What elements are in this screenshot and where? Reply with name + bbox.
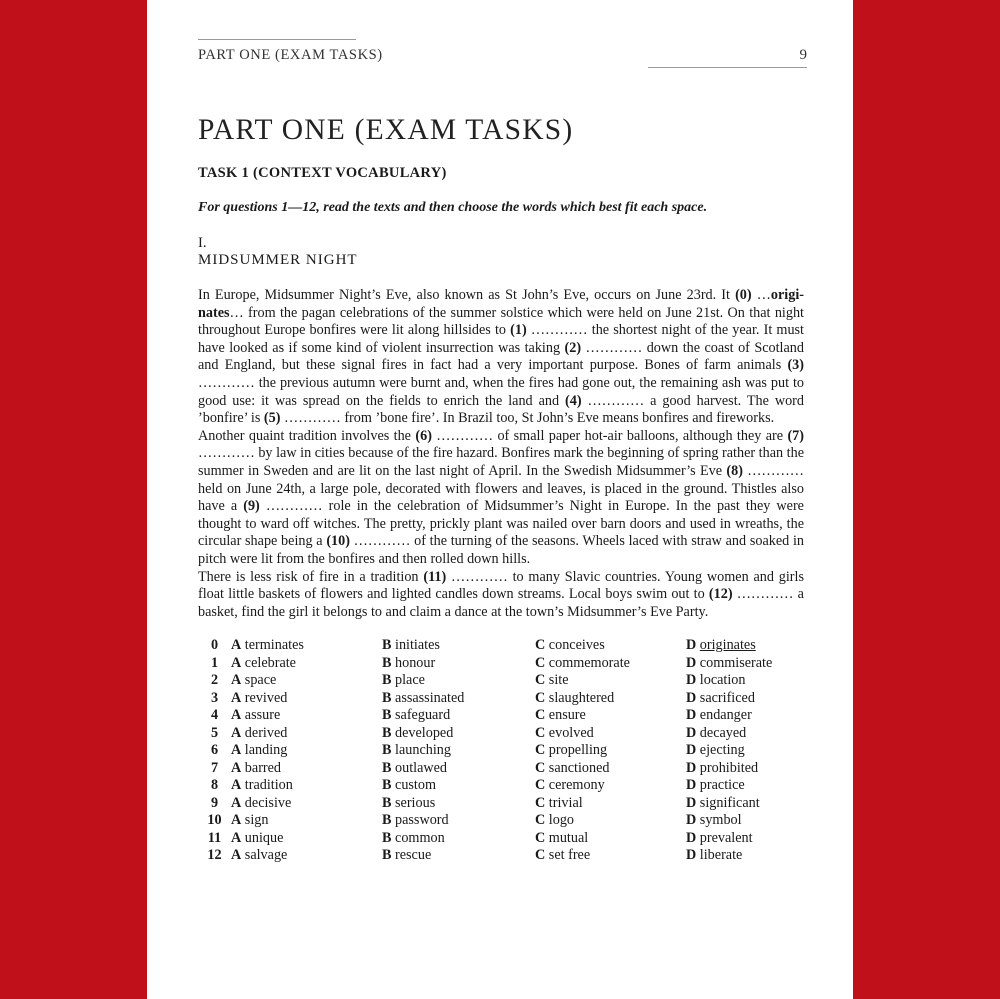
running-head: PART ONE (EXAM TASKS) bbox=[198, 47, 383, 63]
option-word: decisive bbox=[244, 794, 292, 811]
option-c bbox=[535, 655, 686, 673]
option-letter: A bbox=[231, 777, 242, 793]
passage-text: There is less risk of fire in a tradition bbox=[198, 568, 424, 585]
gap-number: (1) bbox=[510, 322, 527, 339]
example-answer: originates bbox=[198, 287, 805, 321]
option-a bbox=[231, 655, 382, 673]
option-a bbox=[231, 760, 382, 778]
option-word: evolved bbox=[548, 724, 594, 741]
gap-number: (7) bbox=[787, 427, 804, 444]
option-d bbox=[686, 655, 818, 673]
passage-text: … bbox=[751, 287, 771, 303]
passage-text: ………… to many Slavic countries. Young women and girls float little baskets of flowers and lighted candles down streams. Local boys swim out to bbox=[198, 568, 804, 603]
option-letter: B bbox=[382, 742, 392, 758]
option-d bbox=[686, 690, 818, 708]
option-c bbox=[535, 795, 686, 813]
passage-text: ………… role in the celebration of Midsummer’s Night in Europe. In the past they were thought to ward off witches. The pretty, prickly plant was nailed over barn doors and used in wreaths, the circular shape being a bbox=[198, 498, 804, 550]
option-word: location bbox=[699, 672, 746, 688]
option-word: terminates bbox=[244, 637, 304, 653]
option-row bbox=[198, 637, 818, 655]
option-letter: C bbox=[535, 724, 546, 741]
option-letter: C bbox=[535, 794, 546, 811]
question-number: 0 bbox=[210, 637, 219, 653]
option-word: derived bbox=[244, 724, 288, 741]
question-number: 6 bbox=[210, 742, 219, 758]
gap-number: (6) bbox=[415, 427, 432, 444]
gap-number: (12) bbox=[708, 586, 733, 603]
option-c bbox=[535, 777, 686, 795]
option-letter: D bbox=[686, 637, 697, 653]
gap-number: (3) bbox=[787, 357, 804, 374]
option-row bbox=[198, 742, 818, 760]
option-letter: B bbox=[382, 794, 392, 811]
option-word: set free bbox=[548, 847, 591, 863]
option-letter: D bbox=[686, 742, 697, 758]
passage-text: ………… the previous autumn were burnt and, when the fires had gone out, the remaining ash was put to good use: it was spread on the fields to enrich the land and bbox=[198, 374, 804, 409]
question-number: 7 bbox=[210, 759, 219, 776]
header-rule-left bbox=[198, 39, 356, 40]
option-d bbox=[686, 760, 818, 778]
option-letter: A bbox=[231, 847, 242, 863]
option-letter: B bbox=[382, 759, 392, 776]
option-word: tradition bbox=[244, 777, 293, 793]
option-letter: D bbox=[686, 707, 697, 723]
option-a bbox=[231, 777, 382, 795]
question-number: 4 bbox=[210, 707, 219, 723]
passage-text: ………… down the coast of Scotland and England, but these signal fires in fact had a very important purpose. Bones of farm animals bbox=[198, 339, 804, 374]
option-letter: A bbox=[231, 829, 242, 846]
text-number: I. bbox=[198, 235, 207, 251]
option-word: ensure bbox=[548, 707, 586, 723]
option-word: ceremony bbox=[548, 777, 605, 793]
option-row bbox=[198, 655, 818, 673]
question-number: 8 bbox=[210, 777, 219, 793]
option-row bbox=[198, 707, 818, 725]
option-word: decayed bbox=[699, 724, 747, 741]
option-c bbox=[535, 847, 686, 865]
option-d bbox=[686, 637, 818, 655]
option-letter: B bbox=[382, 777, 392, 793]
gap-number: (10) bbox=[326, 533, 350, 550]
option-word: rescue bbox=[395, 847, 432, 863]
option-word: significant bbox=[699, 794, 760, 811]
option-c bbox=[535, 742, 686, 760]
option-c bbox=[535, 812, 686, 830]
page-title: PART ONE (EXAM TASKS) bbox=[198, 114, 574, 146]
option-word: outlawed bbox=[395, 759, 448, 776]
option-word: commemorate bbox=[548, 654, 630, 671]
option-letter: A bbox=[231, 742, 242, 758]
option-word: honour bbox=[395, 654, 436, 671]
gap-number: (8) bbox=[726, 462, 743, 479]
option-word: conceives bbox=[548, 637, 605, 653]
option-letter: B bbox=[382, 637, 392, 653]
option-word: prevalent bbox=[699, 829, 753, 846]
option-word: place bbox=[395, 672, 425, 688]
option-b bbox=[382, 742, 535, 760]
option-word: custom bbox=[395, 777, 436, 793]
option-c bbox=[535, 637, 686, 655]
option-letter: A bbox=[231, 759, 242, 776]
option-letter: C bbox=[535, 759, 546, 776]
option-b bbox=[382, 655, 535, 673]
option-letter: C bbox=[535, 812, 546, 828]
option-letter: D bbox=[686, 654, 697, 671]
option-word: sacrificed bbox=[699, 689, 755, 706]
option-letter: D bbox=[686, 777, 697, 793]
option-letter: D bbox=[686, 759, 697, 776]
options-body bbox=[198, 637, 818, 865]
option-a bbox=[231, 847, 382, 865]
passage-text: ………… the shortest night of the year. It must have looked as if some kind of violent insurrection was taking bbox=[198, 322, 805, 356]
option-letter: A bbox=[231, 689, 242, 706]
option-word: logo bbox=[548, 812, 575, 828]
passage-text: … from the pagan celebrations of the summer solstice which were held on June 21st. On that night throughout Europe bonfires were lit along hillsides to bbox=[198, 304, 804, 339]
option-letter: C bbox=[535, 654, 546, 671]
page-number: 9 bbox=[799, 47, 807, 63]
option-a bbox=[231, 637, 382, 655]
option-word: initiates bbox=[395, 637, 440, 653]
option-letter: B bbox=[382, 689, 392, 706]
option-word: assure bbox=[244, 707, 281, 723]
option-d bbox=[686, 777, 818, 795]
option-a bbox=[231, 812, 382, 830]
option-word: commiserate bbox=[699, 654, 773, 671]
option-letter: D bbox=[686, 689, 697, 706]
option-a bbox=[231, 690, 382, 708]
passage bbox=[198, 287, 804, 621]
option-row bbox=[198, 690, 818, 708]
option-b bbox=[382, 707, 535, 725]
option-c bbox=[535, 690, 686, 708]
option-b bbox=[382, 672, 535, 690]
option-a bbox=[231, 725, 382, 743]
option-letter: C bbox=[535, 689, 546, 706]
option-word: revived bbox=[244, 689, 288, 706]
option-letter: B bbox=[382, 812, 392, 828]
option-letter: A bbox=[231, 707, 242, 723]
passage-text: ………… a basket, find the girl it belongs to and claim a dance at the town’s Midsummer’s Eve Party. bbox=[198, 586, 804, 620]
option-word: celebrate bbox=[244, 654, 296, 671]
option-word: password bbox=[395, 812, 449, 828]
gap-number: (11) bbox=[423, 568, 447, 585]
question-number: 11 bbox=[207, 829, 222, 846]
option-word: serious bbox=[395, 794, 436, 811]
header-rule-right bbox=[648, 67, 807, 68]
option-word: endanger bbox=[699, 707, 752, 723]
option-row bbox=[198, 725, 818, 743]
option-d bbox=[686, 847, 818, 865]
option-word: mutual bbox=[548, 829, 589, 846]
option-word: symbol bbox=[699, 812, 742, 828]
option-d bbox=[686, 830, 818, 848]
option-letter: B bbox=[382, 829, 392, 846]
option-letter: C bbox=[535, 777, 546, 793]
option-word: assassinated bbox=[395, 689, 465, 706]
passage-text: In Europe, Midsummer Night’s Eve, also known as St John’s Eve, occurs on June 23rd. It bbox=[198, 287, 736, 303]
option-letter: D bbox=[686, 847, 697, 863]
page bbox=[147, 0, 853, 999]
option-d bbox=[686, 707, 818, 725]
option-row bbox=[198, 847, 818, 865]
gap-number: (9) bbox=[243, 498, 260, 515]
option-b bbox=[382, 690, 535, 708]
option-word: landing bbox=[244, 742, 288, 758]
option-letter: A bbox=[231, 637, 242, 653]
option-word: safeguard bbox=[395, 707, 451, 723]
passage-text: Another quaint tradition involves the bbox=[198, 427, 416, 444]
option-a bbox=[231, 795, 382, 813]
option-c bbox=[535, 760, 686, 778]
passage-text: ………… of small paper hot-air balloons, although they are bbox=[431, 427, 788, 444]
option-c bbox=[535, 830, 686, 848]
option-b bbox=[382, 830, 535, 848]
question-number: 12 bbox=[207, 847, 222, 863]
option-letter: B bbox=[382, 672, 392, 688]
option-word: slaughtered bbox=[548, 689, 615, 706]
option-a bbox=[231, 707, 382, 725]
option-word: trivial bbox=[548, 794, 583, 811]
option-a bbox=[231, 830, 382, 848]
task-instruction: For questions 1—12, read the texts and then choose the words which best fit each space. bbox=[198, 200, 708, 215]
option-row bbox=[198, 830, 818, 848]
option-b bbox=[382, 725, 535, 743]
option-d bbox=[686, 725, 818, 743]
option-word: common bbox=[395, 829, 445, 846]
question-number: 5 bbox=[210, 724, 219, 741]
options-table bbox=[198, 637, 818, 865]
option-letter: B bbox=[382, 724, 392, 741]
option-word: sign bbox=[244, 812, 269, 828]
option-word: launching bbox=[395, 742, 451, 758]
option-word: originates bbox=[699, 637, 756, 653]
option-b bbox=[382, 795, 535, 813]
question-number: 3 bbox=[210, 689, 219, 706]
passage-text: ………… by law in cities because of the fire hazard. Bonfires mark the beginning of spring rather than the summer in Sweden and are lit on the last night of April. In the Swedish Midsummer’s Eve bbox=[198, 445, 804, 479]
question-number: 1 bbox=[210, 654, 219, 671]
passage-text: ………… held on June 24th, a large pole, decorated with flowers and leaves, is placed in the ground. Thistles also have a bbox=[198, 462, 804, 515]
passage-text: ………… from ’bone fire’. In Brazil too, St John’s Eve means bonfires and fireworks. bbox=[280, 410, 775, 427]
option-word: practice bbox=[699, 777, 745, 793]
question-number: 10 bbox=[207, 812, 222, 828]
option-word: sanctioned bbox=[548, 759, 610, 776]
option-letter: A bbox=[231, 794, 242, 811]
option-letter: A bbox=[231, 812, 242, 828]
option-word: liberate bbox=[699, 847, 743, 863]
option-letter: A bbox=[231, 654, 242, 671]
option-letter: B bbox=[382, 707, 392, 723]
option-word: propelling bbox=[548, 742, 608, 758]
option-d bbox=[686, 672, 818, 690]
option-letter: A bbox=[231, 724, 242, 741]
text-title: MIDSUMMER NIGHT bbox=[198, 252, 358, 268]
option-c bbox=[535, 707, 686, 725]
option-letter: C bbox=[535, 672, 546, 688]
option-b bbox=[382, 812, 535, 830]
option-b bbox=[382, 847, 535, 865]
option-letter: D bbox=[686, 794, 697, 811]
question-number: 2 bbox=[210, 672, 219, 688]
option-d bbox=[686, 795, 818, 813]
option-letter: D bbox=[686, 724, 697, 741]
option-row bbox=[198, 812, 818, 830]
option-word: developed bbox=[395, 724, 454, 741]
option-d bbox=[686, 742, 818, 760]
gap-number: (2) bbox=[564, 339, 582, 356]
option-letter: A bbox=[231, 672, 242, 688]
option-letter: D bbox=[686, 672, 697, 688]
option-letter: C bbox=[535, 637, 546, 653]
task-subtitle: TASK 1 (CONTEXT VOCABULARY) bbox=[198, 165, 447, 181]
option-a bbox=[231, 742, 382, 760]
gap-number: (0) bbox=[735, 287, 752, 303]
option-letter: D bbox=[686, 812, 697, 828]
option-a bbox=[231, 672, 382, 690]
option-c bbox=[535, 672, 686, 690]
option-row bbox=[198, 777, 818, 795]
option-b bbox=[382, 760, 535, 778]
option-word: prohibited bbox=[699, 759, 759, 776]
option-word: barred bbox=[244, 759, 282, 776]
option-row bbox=[198, 760, 818, 778]
passage-text: ………… a good harvest. The word ’bonfire’ is bbox=[198, 392, 804, 427]
option-letter: D bbox=[686, 829, 697, 846]
option-c bbox=[535, 725, 686, 743]
gap-number: (5) bbox=[263, 410, 281, 427]
gap-number: (4) bbox=[565, 392, 582, 409]
option-b bbox=[382, 637, 535, 655]
option-d bbox=[686, 812, 818, 830]
option-letter: C bbox=[535, 829, 546, 846]
option-letter: C bbox=[535, 742, 546, 758]
option-word: space bbox=[244, 672, 277, 688]
option-letter: B bbox=[382, 847, 392, 863]
option-word: salvage bbox=[244, 847, 288, 863]
option-row bbox=[198, 672, 818, 690]
option-row bbox=[198, 795, 818, 813]
option-word: unique bbox=[244, 829, 284, 846]
option-letter: C bbox=[535, 847, 546, 863]
question-number: 9 bbox=[210, 794, 219, 811]
option-word: ejecting bbox=[699, 742, 745, 758]
option-letter: C bbox=[535, 707, 546, 723]
option-word: site bbox=[548, 672, 569, 688]
option-b bbox=[382, 777, 535, 795]
option-letter: B bbox=[382, 654, 392, 671]
passage-text: ………… of the turning of the seasons. Wheels laced with straw and soaked in pitch were lit from the bonfires and then rolled down hills. bbox=[198, 533, 804, 567]
